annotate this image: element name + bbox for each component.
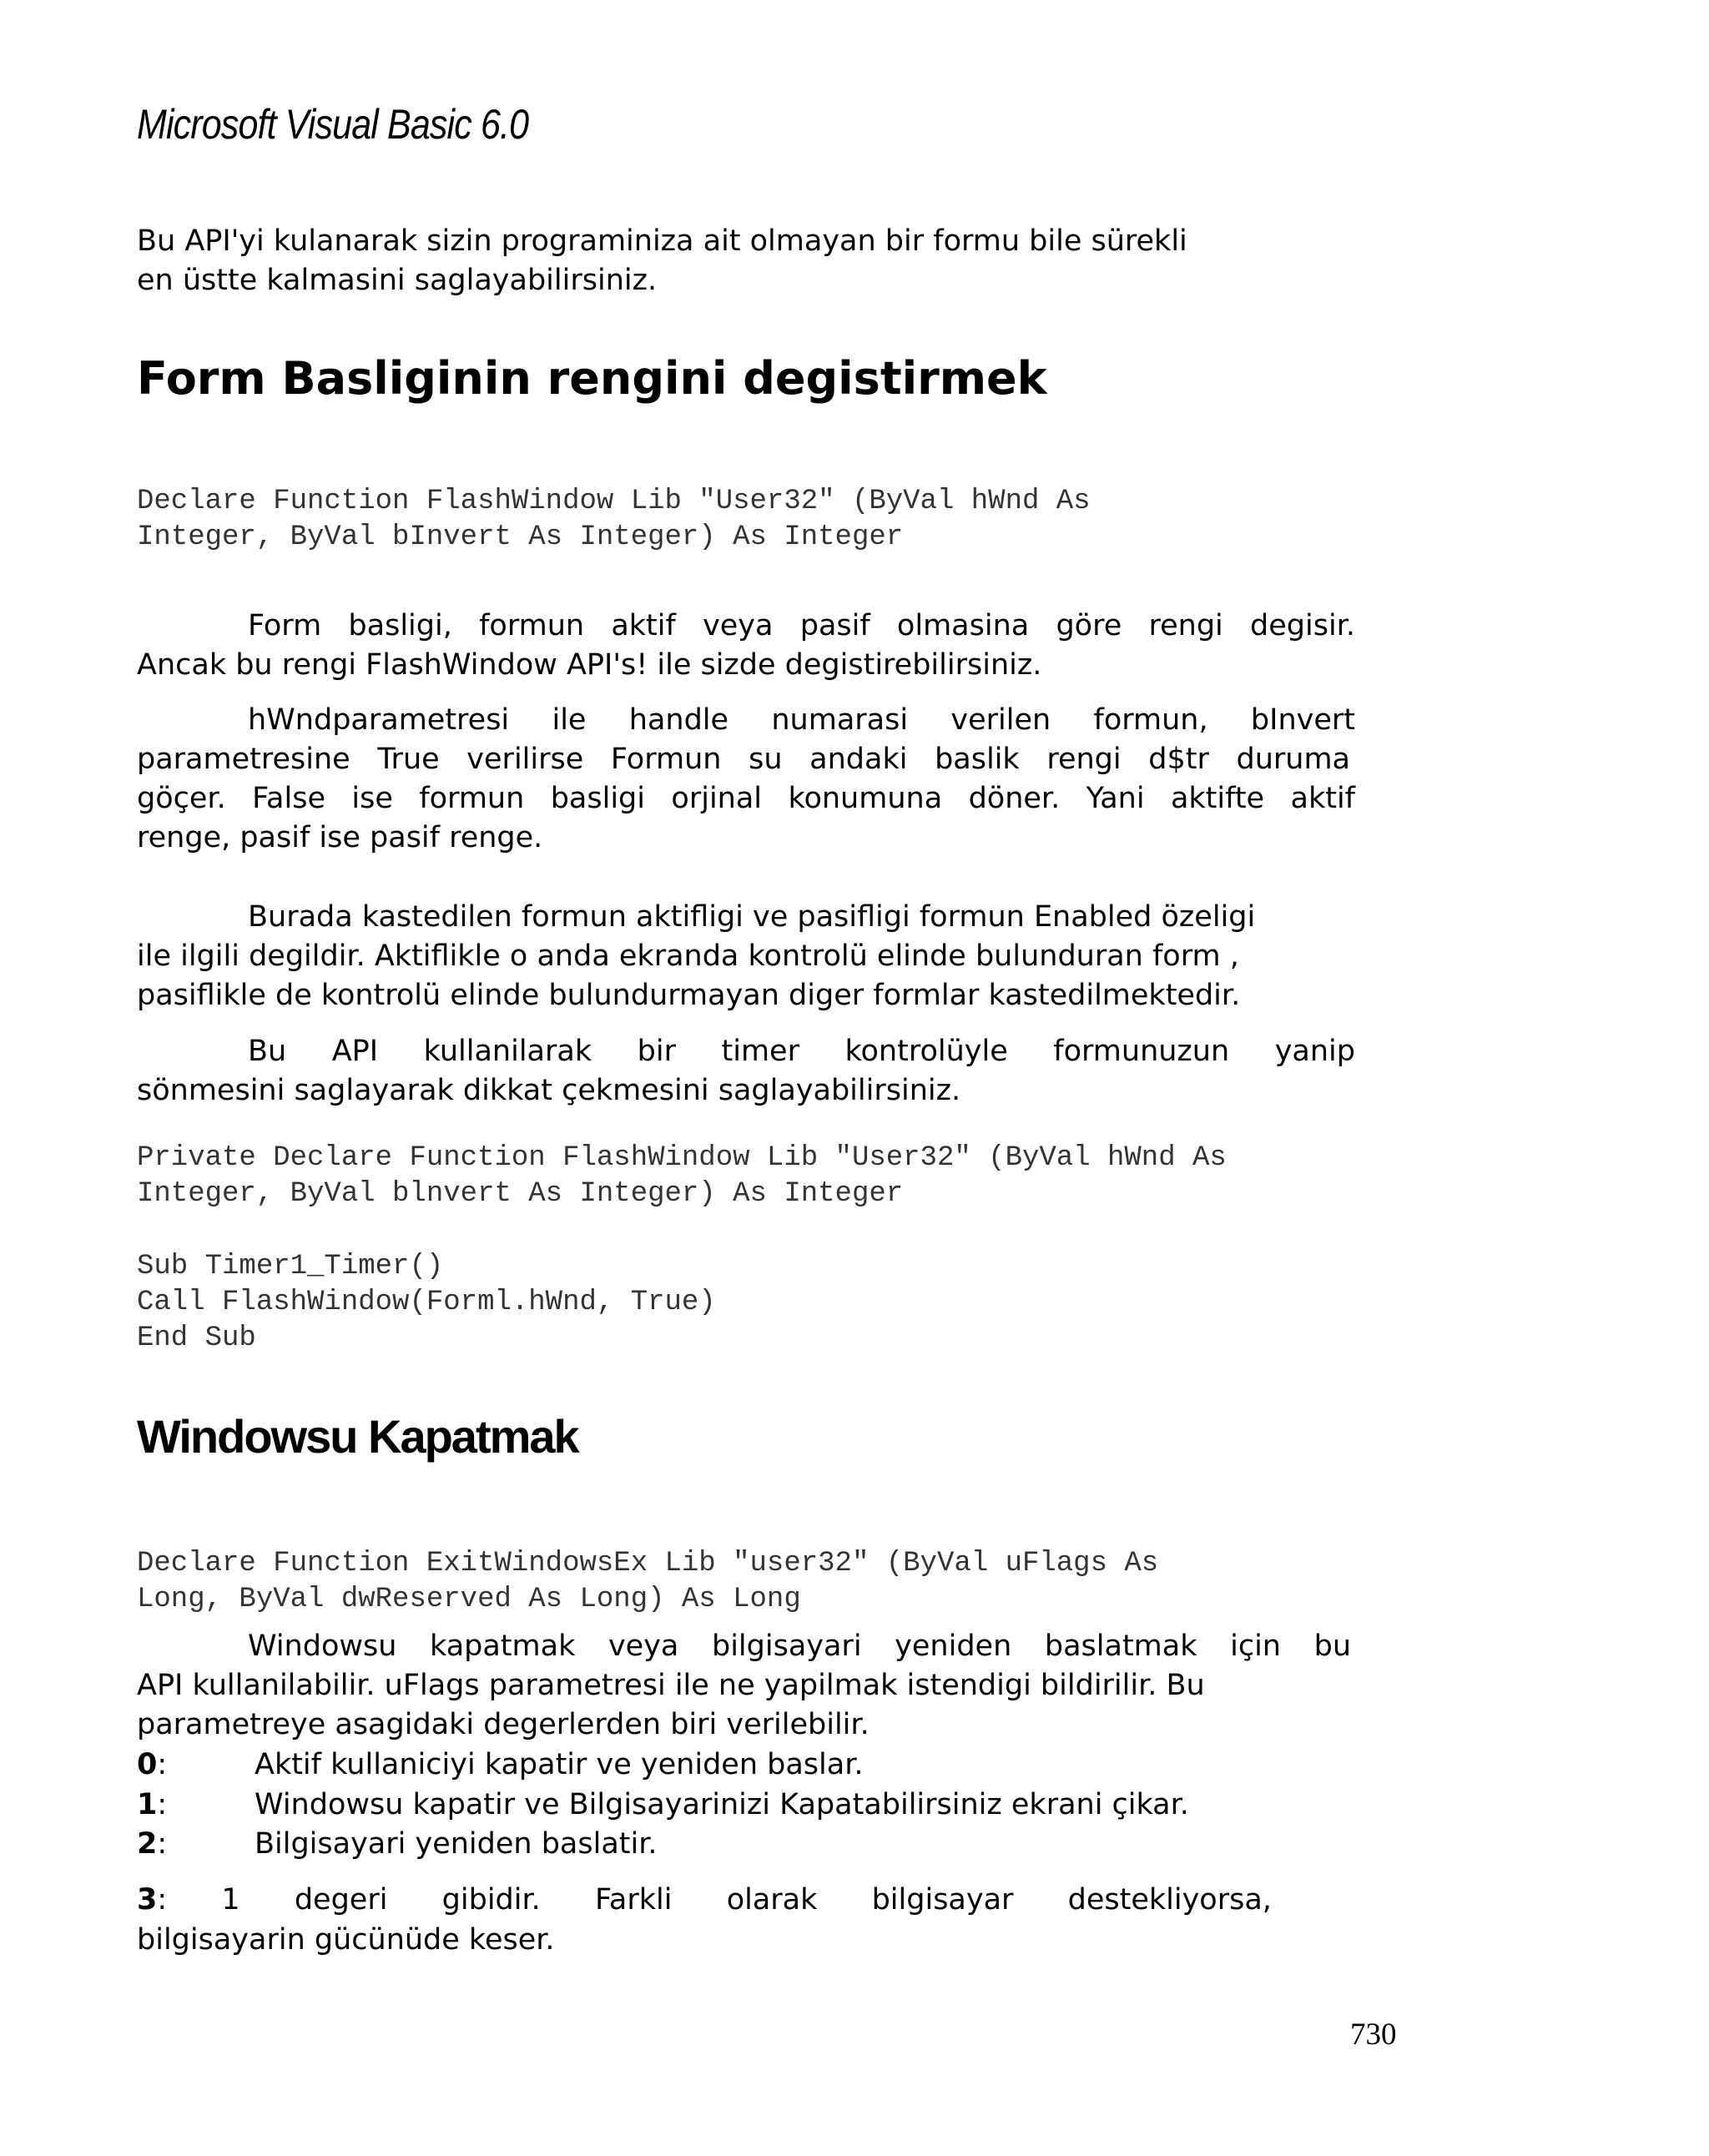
text-line: renge, pasif ise pasif renge. <box>137 821 543 854</box>
section-heading-shutdown-windows: Windowsu Kapatmak <box>137 1410 578 1463</box>
list-item-number: 0 <box>137 1748 158 1781</box>
list-item-flag-3-continuation <box>137 1921 1355 1960</box>
list-item-flag-0: 0: Aktif kullaniciyi kapatir ve yeniden baslar. <box>137 1745 1272 1785</box>
text-line: API kullanilabilir. uFlags parametresi ile ne yapilmak istendigi bildirilir. Bu <box>137 1669 1205 1702</box>
text-line: Burada kastedilen formun aktifligi ve pasifligi formun Enabled özeligi <box>248 900 1256 934</box>
text-line: sönmesini saglayarak dikkat çekmesini saglayabilirsiniz. <box>137 1074 961 1107</box>
list-item-flag-3: 3: 1 degeri gibidir. Farkli olarak bilgisayar destekliyorsa, <box>137 1881 1272 1920</box>
code-line: Private Declare Function FlashWindow Lib "User32" (ByVal hWnd As <box>137 1142 1227 1174</box>
text-line: Ancak bu rengi FlashWindow API's! ile sizde degistirebilirsiniz. <box>137 648 1042 682</box>
code-line: End Sub <box>137 1322 256 1354</box>
paragraph-timer-usage <box>137 1032 1355 1111</box>
paragraph-active-passive <box>137 898 1364 1015</box>
list-item-word: olarak <box>726 1883 818 1917</box>
code-block-private-declare <box>137 1141 1555 1212</box>
code-line: Long, ByVal dwReserved As Long) As Long <box>137 1584 801 1615</box>
page-number: 730 <box>1350 2017 1397 2052</box>
text-line: pasiflikle de kontrolü elinde bulundurmayan diger formlar kastedilmektedir. <box>137 979 1241 1012</box>
text-line: Form basligi, formun aktif veya pasif olmasina göre rengi degisir. <box>248 609 1355 642</box>
text-line: parametreye asagidaki degerlerden biri verilebilir. <box>137 1708 870 1741</box>
paragraph-hwnd-parameter <box>137 701 1355 858</box>
code-line: Declare Function FlashWindow Lib "User32" (ByVal hWnd As <box>137 486 1091 517</box>
list-item-word: Farkli <box>595 1883 673 1917</box>
list-item-number: 3 <box>137 1883 158 1917</box>
text-line: ile ilgili degildir. Aktiflikle o anda ekranda kontrolü elinde bulunduran form , <box>137 939 1239 973</box>
list-item-word: degeri <box>294 1883 388 1917</box>
paragraph-shutdown-description <box>137 1627 1355 1745</box>
text-line: hWndparametresi ile handle numarasi verilen formun, bInvert <box>248 703 1355 737</box>
list-item-flag-2: 2: Bilgisayari yeniden baslatir. <box>137 1825 1272 1864</box>
page-header-title: Microsoft Visual Basic 6.0 <box>137 101 529 148</box>
code-line: Call FlashWindow(Forml.hWnd, True) <box>137 1287 716 1318</box>
list-item-word: bilgisayar <box>871 1883 1014 1917</box>
list-item-text: Windowsu kapatir ve Bilgisayarinizi Kapatabilirsiniz ekrani çikar. <box>255 1788 1189 1821</box>
list-item-flag-1: 1: Windowsu kapatir ve Bilgisayarinizi Kapatabilirsiniz ekrani çikar. <box>137 1786 1272 1825</box>
list-item-word: destekliyorsa, <box>1067 1883 1272 1917</box>
text-line: Bu API kullanilarak bir timer kontrolüyle formunuzun yanip <box>248 1035 1355 1068</box>
list-item-number: 2 <box>137 1827 158 1861</box>
list-item-number: 1 <box>137 1788 158 1821</box>
section-heading-form-title-color: Form Basliginin rengini degistirmek <box>137 352 1047 405</box>
code-line: Sub Timer1_Timer() <box>137 1251 444 1282</box>
code-block-declare-flashwindow <box>137 484 1355 556</box>
code-line: Integer, ByVal blnvert As Integer) As Integer <box>137 1178 904 1210</box>
code-line: Integer, ByVal bInvert As Integer) As Integer <box>137 521 904 553</box>
code-block-timer-sub <box>137 1249 1355 1357</box>
intro-paragraph <box>137 222 1355 300</box>
code-line: Declare Function ExitWindowsEx Lib "user32" (ByVal uFlags As <box>137 1548 1159 1579</box>
text-line: en üstte kalmasini saglayabilirsiniz. <box>137 264 658 297</box>
text-line: Bu API'yi kulanarak sizin programiniza ait olmayan bir formu bile sürekli <box>137 224 1187 258</box>
list-item-word: 1 <box>221 1883 240 1917</box>
text-line: göçer. False ise formun basligi orjinal konumuna döner. Yani aktifte aktif <box>137 782 1355 815</box>
paragraph-form-title <box>137 607 1355 685</box>
text-line: Windowsu kapatmak veya bilgisayari yeniden baslatmak için bu <box>248 1630 1351 1663</box>
list-item-text: Bilgisayari yeniden baslatir. <box>255 1827 658 1861</box>
code-block-declare-exitwindowsex <box>137 1546 1355 1618</box>
text-line: parametresine True verilirse Formun su andaki baslik rengi d$tr duruma <box>137 743 1350 776</box>
list-item-text: Aktif kullaniciyi kapatir ve yeniden baslar. <box>255 1748 864 1781</box>
text-line: bilgisayarin gücünüde keser. <box>137 1923 555 1957</box>
list-item-word: gibidir. <box>441 1883 541 1917</box>
